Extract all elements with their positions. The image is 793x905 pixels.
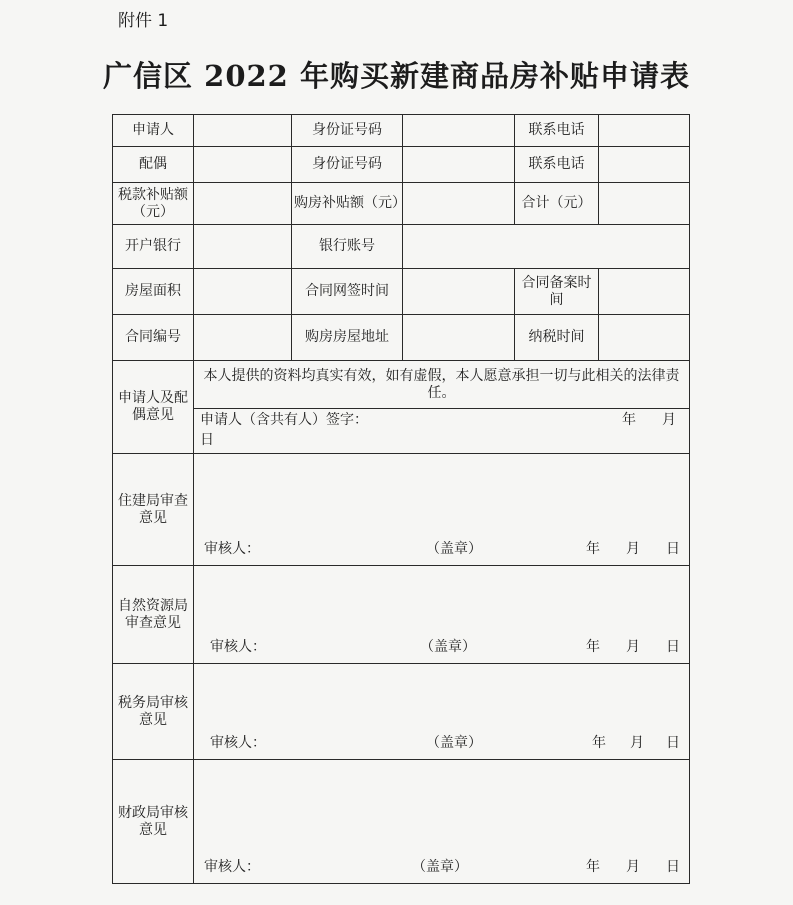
house-area-field[interactable]	[194, 269, 292, 315]
label-bank: 开户银行	[113, 225, 194, 269]
total-field[interactable]	[599, 183, 690, 225]
review-month: 月	[630, 735, 644, 751]
review-finance-cell[interactable]	[194, 760, 690, 884]
house-address-field[interactable]	[403, 315, 515, 361]
label-purchase-subsidy: 购房补贴额（元）	[292, 183, 403, 225]
label-tax-subsidy: 税款补贴额（元）	[113, 183, 194, 225]
spouse-field[interactable]	[194, 147, 292, 183]
applicant-sign-cell[interactable]	[194, 409, 690, 454]
applicant-id-field[interactable]	[403, 115, 515, 147]
label-bank-account: 银行账号	[292, 225, 403, 269]
label-review-resources: 自然资源局审查意见	[113, 566, 194, 664]
seal-label: （盖章）	[412, 859, 468, 875]
seal-label: （盖章）	[426, 735, 482, 751]
contract-no-field[interactable]	[194, 315, 292, 361]
reviewer-label: 审核人：	[210, 639, 266, 655]
spouse-phone-field[interactable]	[599, 147, 690, 183]
sign-month: 月	[662, 412, 676, 428]
review-day: 日	[666, 735, 680, 751]
review-day: 日	[666, 541, 680, 557]
sign-day: 日	[200, 432, 214, 448]
review-year: 年	[586, 541, 600, 557]
review-housing-cell[interactable]	[194, 454, 690, 566]
label-contract-filing-time: 合同备案时间	[515, 269, 599, 315]
review-month: 月	[626, 541, 640, 557]
label-spouse-phone: 联系电话	[515, 147, 599, 183]
label-spouse: 配偶	[113, 147, 194, 183]
label-phone: 联系电话	[515, 115, 599, 147]
review-year: 年	[586, 859, 600, 875]
sign-year: 年	[622, 412, 636, 428]
application-form-table	[112, 114, 690, 884]
review-day: 日	[666, 639, 680, 655]
label-house-area: 房屋面积	[113, 269, 194, 315]
page-title: 广信区 2022 年购买新建商品房补贴申请表	[103, 59, 690, 93]
label-applicant: 申请人	[113, 115, 194, 147]
reviewer-label: 审核人：	[204, 541, 260, 557]
contract-sign-time-field[interactable]	[403, 269, 515, 315]
attachment-label: 附件 1	[118, 11, 169, 31]
tax-subsidy-field[interactable]	[194, 183, 292, 225]
label-tax-time: 纳税时间	[515, 315, 599, 361]
applicant-sign-label: 申请人（含共有人）签字：	[200, 412, 368, 428]
applicant-field[interactable]	[194, 115, 292, 147]
seal-label: （盖章）	[426, 541, 482, 557]
tax-time-field[interactable]	[599, 315, 690, 361]
reviewer-label: 审核人：	[204, 859, 260, 875]
review-year: 年	[592, 735, 606, 751]
label-total: 合计（元）	[515, 183, 599, 225]
label-applicant-opinion: 申请人及配偶意见	[113, 361, 194, 454]
review-month: 月	[626, 859, 640, 875]
review-resources-cell[interactable]	[194, 566, 690, 664]
label-id-number: 身份证号码	[292, 115, 403, 147]
review-year: 年	[586, 639, 600, 655]
review-month: 月	[626, 639, 640, 655]
spouse-id-field[interactable]	[403, 147, 515, 183]
review-day: 日	[666, 859, 680, 875]
label-spouse-id-number: 身份证号码	[292, 147, 403, 183]
declaration-statement: 本人提供的资料均真实有效，如有虚假，本人愿意承担一切与此相关的法律责任。	[194, 361, 690, 409]
bank-account-field[interactable]	[403, 225, 690, 269]
label-review-housing: 住建局审查意见	[113, 454, 194, 566]
label-house-address: 购房房屋地址	[292, 315, 403, 361]
purchase-subsidy-field[interactable]	[403, 183, 515, 225]
reviewer-label: 审核人：	[210, 735, 266, 751]
label-contract-sign-time: 合同网签时间	[292, 269, 403, 315]
label-review-tax: 税务局审核意见	[113, 664, 194, 760]
label-contract-no: 合同编号	[113, 315, 194, 361]
contract-filing-time-field[interactable]	[599, 269, 690, 315]
bank-field[interactable]	[194, 225, 292, 269]
review-tax-cell[interactable]	[194, 664, 690, 760]
label-review-finance: 财政局审核意见	[113, 760, 194, 884]
seal-label: （盖章）	[420, 639, 476, 655]
applicant-phone-field[interactable]	[599, 115, 690, 147]
